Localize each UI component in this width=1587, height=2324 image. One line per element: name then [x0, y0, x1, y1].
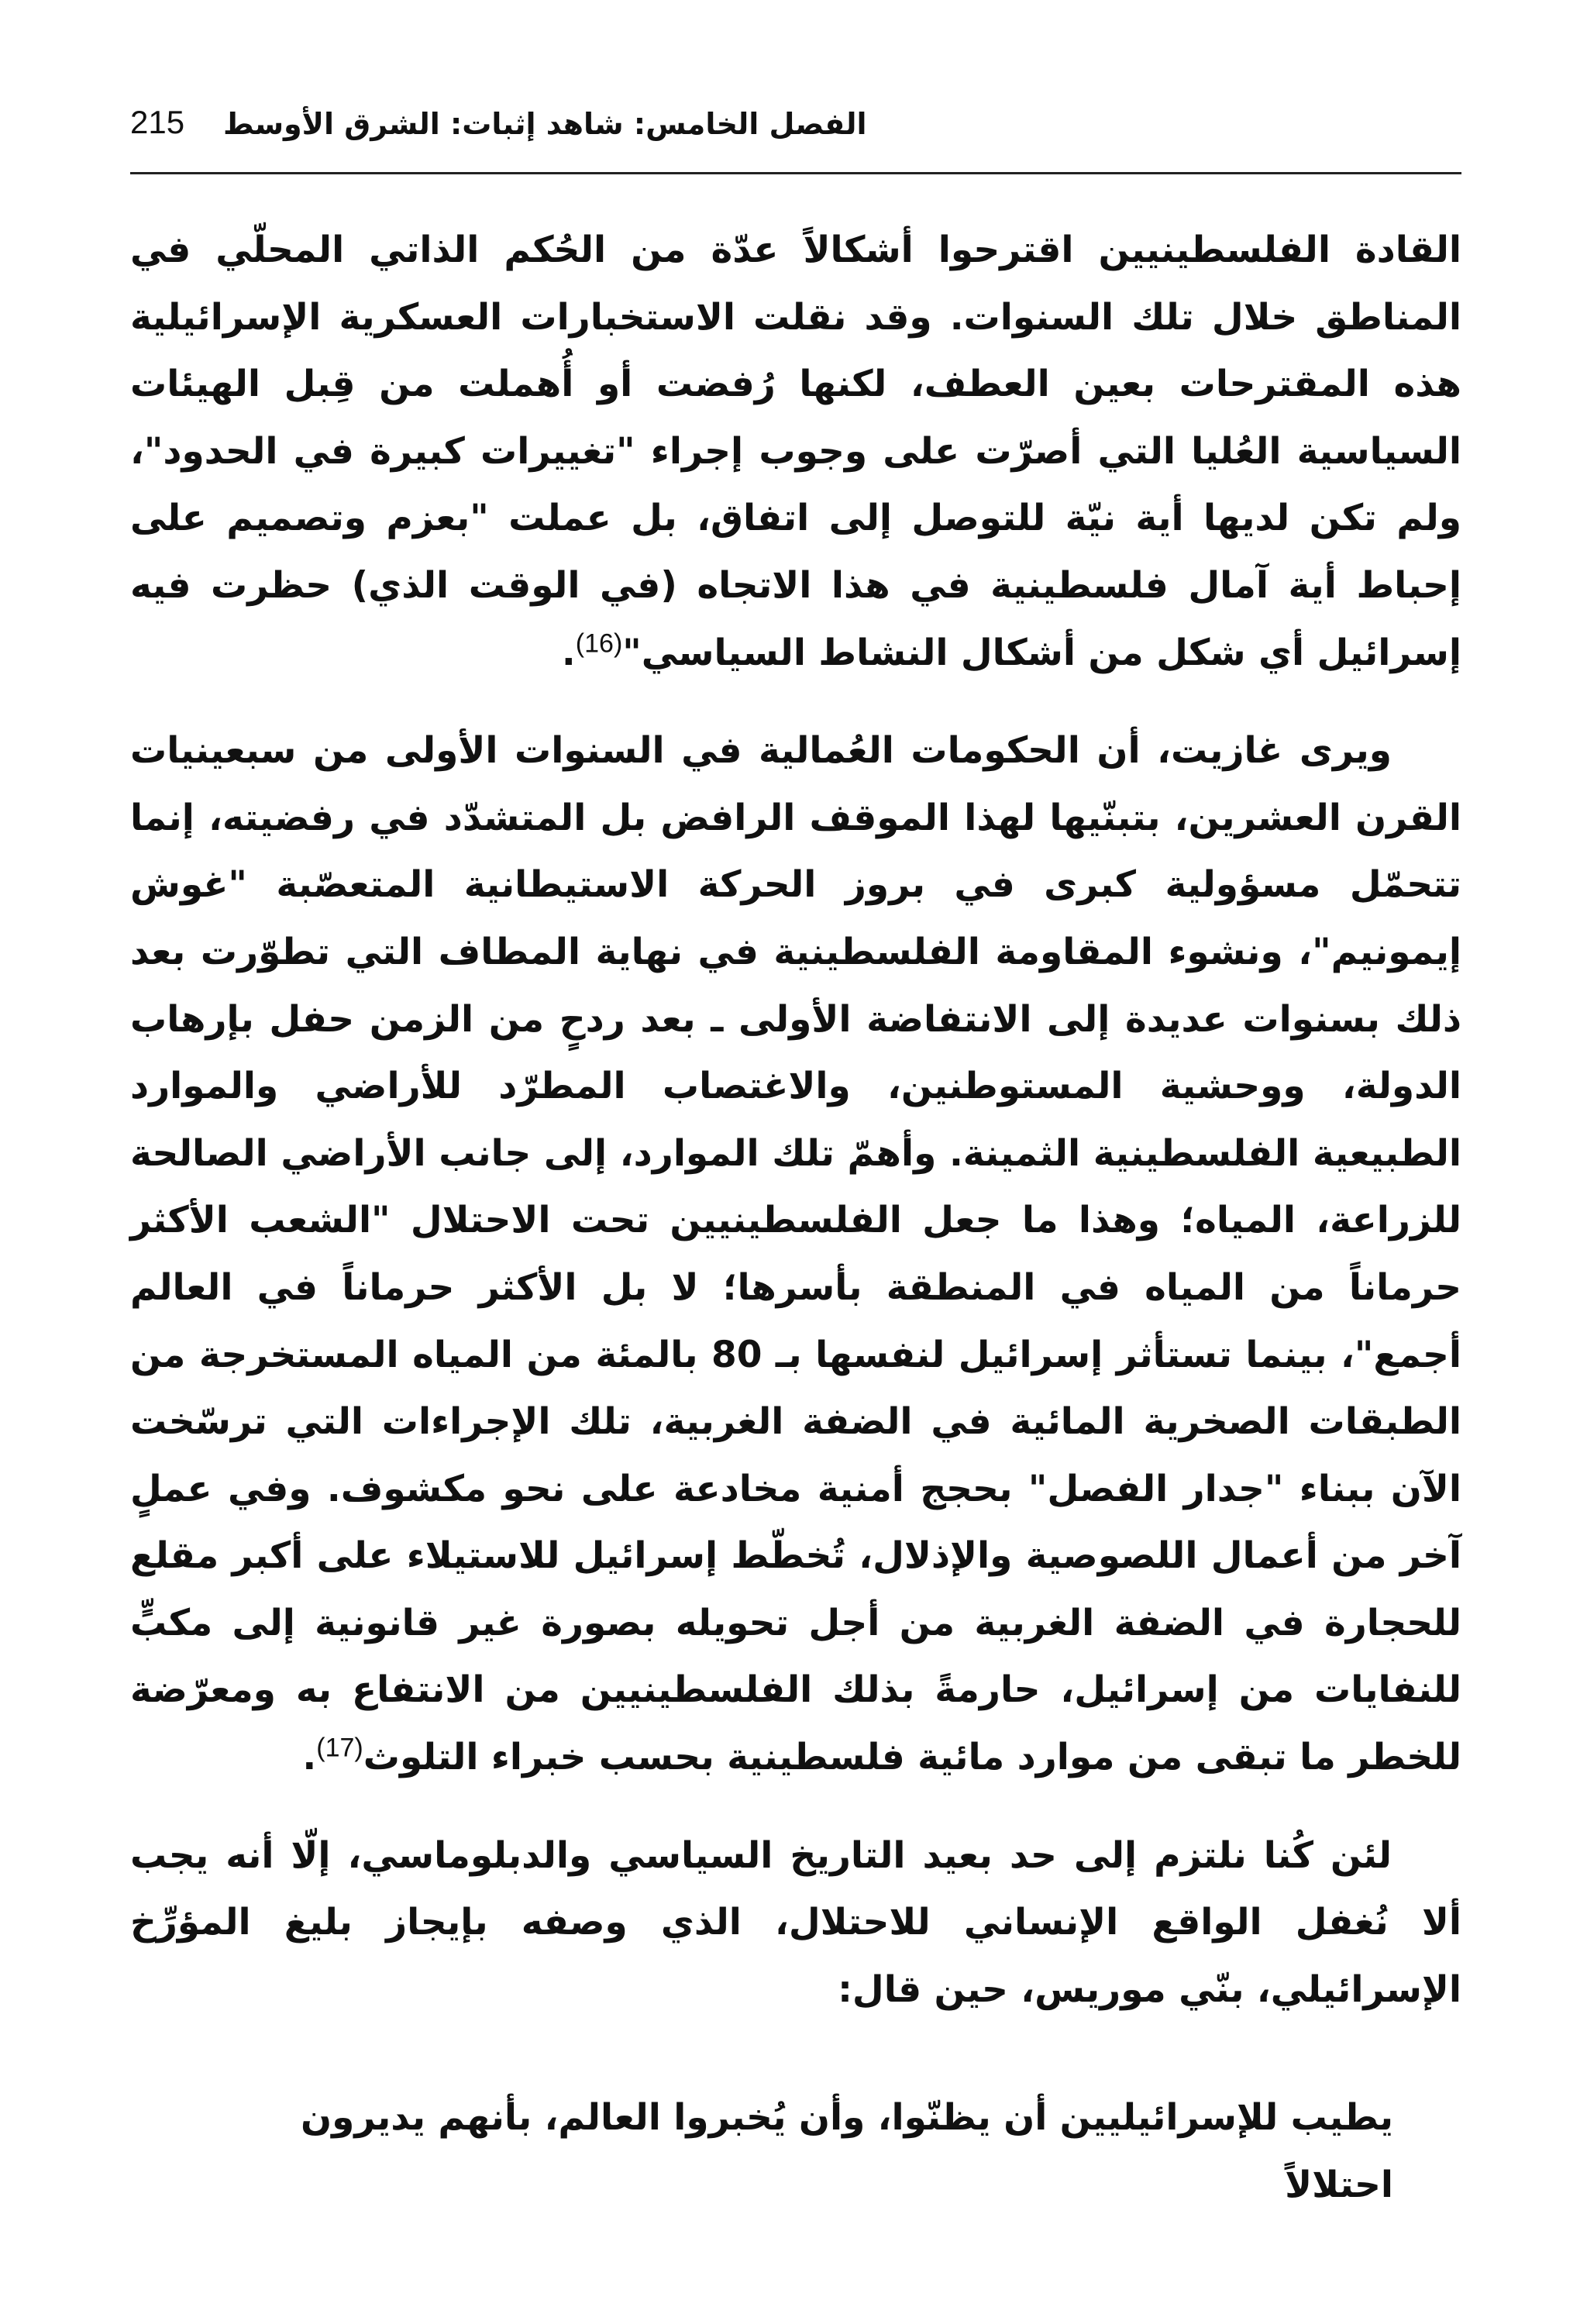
header-divider — [130, 172, 1461, 174]
paragraph-text: ويرى غازيت، أن الحكومات العُمالية في السنوات الأولى من سبعينيات القرن العشرين، بتبنّيها لهذا الموقف الرافض بل المتشدّد في رفضيته، إنما تتحمّل مسؤولية كبرى في بروز الحركة الاستيطانية المتعصّبة "غوش إيمونيم"، ونشوء المقاومة الفلسطينية في نهاية المطاف التي تطوّرت بعد ذلك بسنوات عديدة إلى الانتفاضة الأولى ـ بعد ردحٍ من الزمن حفل بإرهاب الدولة، ووحشية المستوطنين، والاغتصاب المطرّد للأراضي والموارد الطبيعية الفلسطينية الثمينة. وأهمّ تلك الموارد، إلى جانب الأراضي الصالحة للزراعة، المياه؛ وهذا ما جعل الفلسطينيين تحت الاحتلال "الشعب الأكثر حرماناً من المياه في المنطقة بأسرها؛ لا بل الأكثر حرماناً في العالم أجمع"، بينما تستأثر إسرائيل لنفسها بـ 80 بالمئة من المياه المستخرجة من الطبقات الصخرية المائية في الضفة الغربية، تلك الإجراءات التي ترسّخت الآن ببناء "جدار الفصل" بحجج أمنية مخادعة على نحو مكشوف. وفي عملٍ آخر من أعمال اللصوصية والإذلال، تُخطّط إسرائيل للاستيلاء على أكبر مقلع للحجارة في الضفة الغربية من أجل تحويله بصورة غير قانونية إلى مكبٍّ للنفايات من إسرائيل، حارمةً بذلك الفلسطينيين من الانتفاع به ومعرّضة للخطر ما تبقى من موارد مائية فلسطينية بحسب خبراء التلوث — [130, 729, 1461, 1779]
paragraph-end: . — [302, 1736, 317, 1779]
paragraph-text: القادة الفلسطينيين اقترحوا أشكالاً عدّة من الحُكم الذاتي المحلّي في المناطق خلال تلك السنوات. وقد نقلت الاستخبارات العسكرية الإسرائيلية هذه المقترحات بعين العطف، لكنها رُفضت أو أُهملت من قِبل الهيئات السياسية العُليا التي أصرّت على وجوب إجراء "تغييرات كبيرة في الحدود"، ولم تكن لديها أية نيّة للتوصل إلى اتفاق، بل عملت "بعزم وتصميم على إحباط أية آمال فلسطينية في هذا الاتجاه (في الوقت الذي) حظرت فيه إسرائيل أي شكل من أشكال النشاط السياسي" — [130, 229, 1461, 674]
paragraph-text: لئن كُنا نلتزم إلى حد بعيد التاريخ السياسي والدبلوماسي، إلّا أنه يجب ألا نُغفل الواقع الإنساني للاحتلال، الذي وصفه بإيجاز بليغ المؤرِّخ الإسرائيلي، بنّي موريس، حين قال: — [130, 1833, 1461, 2011]
paragraph-1 — [130, 217, 1461, 687]
paragraph-3 — [130, 1823, 1461, 2024]
paragraph-2 — [130, 718, 1461, 1792]
running-header — [130, 101, 1461, 155]
footnote-ref-16: (16) — [575, 628, 623, 658]
paragraph-end: . — [561, 631, 576, 674]
page-number: 215 — [130, 104, 185, 140]
chapter-title: الفصل الخامس: شاهد إثبات: الشرق الأوسط — [223, 107, 867, 141]
footnote-ref-17: (17) — [316, 1733, 363, 1763]
body-text — [130, 217, 1461, 2023]
block-quote: يطيب للإسرائيليين أن يظنّوا، وأن يُخبروا العالم، بأنهم يديرون احتلالاً — [301, 2096, 1393, 2206]
